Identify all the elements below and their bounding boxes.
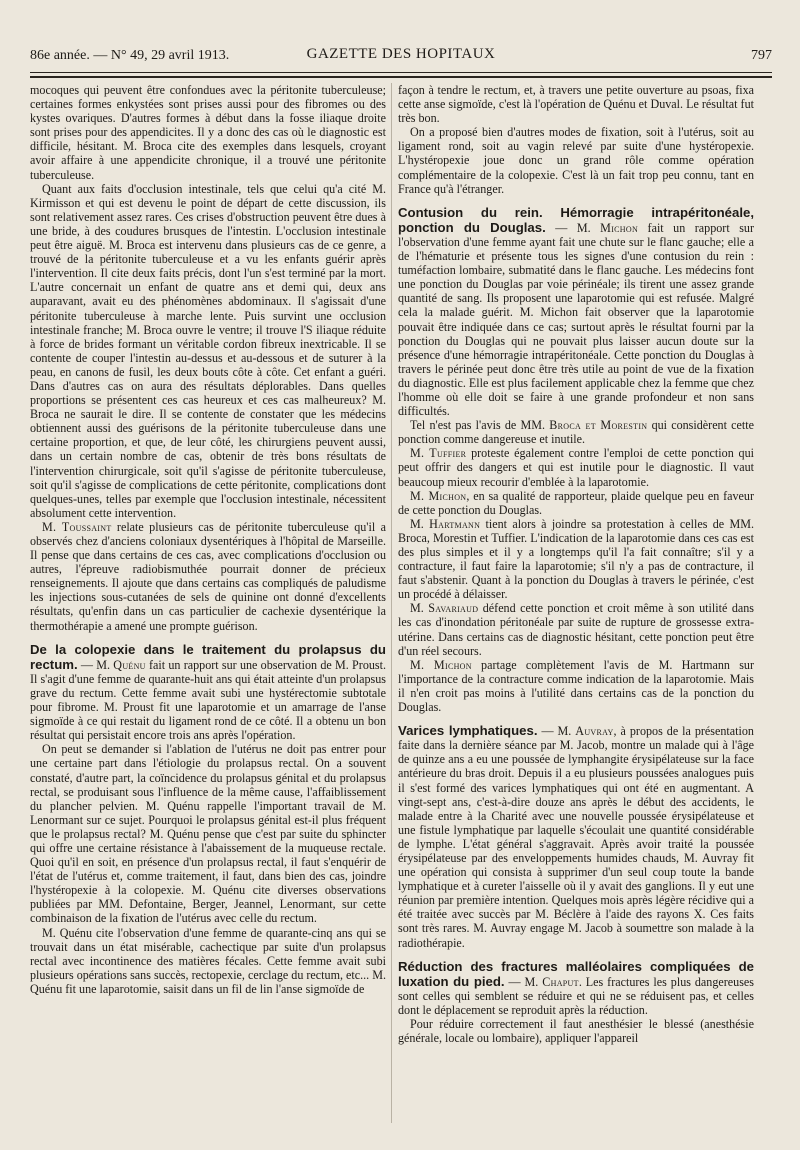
section-title: Varices lymphatiques. (398, 723, 538, 739)
paragraph-text: M. (410, 601, 429, 616)
right-column (398, 83, 754, 1123)
paragraph-text: proteste également contre l'emploi de cette ponction qui peut offrir des dangers et qui est inutile pour le diagnostic. Il vaut beaucoup mieux recourir d'emblée à la laparotomie. (398, 446, 754, 489)
paragraph: Pour réduire correctement il faut anesthésier le blessé (anesthésie générale, locale ou lombaire), appliquer l'appareil (398, 1017, 754, 1046)
paragraph (398, 489, 754, 517)
paragraph: façon à tendre le rectum, et, à travers une petite ouverture au psoas, fixa cette anse sigmoïde, c'est là l'opération de Quénu et Duval. Le résultat fut très bon. (398, 83, 754, 126)
section-title: De la colopexie dans le traitement du prolapsus du rectum. (30, 641, 386, 672)
header-rule-thin (30, 72, 772, 73)
paragraph-text: défend cette ponction et croit même à son utilité dans les cas d'inondation péritonéale par suite de rupture de grossesse extra-utérine. Dans certains cas de diagnostic hésitant, cette ponction peut être d'un réel secours. (398, 601, 754, 658)
author-name: M. Michon (410, 488, 467, 503)
dash: — M. (77, 657, 114, 672)
paragraph: On peut se demander si l'ablation de l'utérus ne doit pas entrer pour une certaine part dans l'étiologie du prolapsus rectal. On a souvent constaté, d'autre part, la coïncidence du prolapsus génital et du prolapsus rectal, se produisant sous l'influence de la même cause, l'affaiblissement du plancher pelvien. M. Quénu rappelle l'important travail de M. Lenormant sur ce sujet. Pourquoi le prolapsus génital est-il plus fréquent que le prolapsus rectal? M. Quénu pense que c'est par suite du sphincter qui offre une certaine résistance à l'abaissement de la muqueuse rectale. Quoi qu'il en soit, en présence d'un prolapsus rectal, il faut s'enquérir de l'état de l'utérus et, comme traitement, il faut, dans bien des cas, joindre l'hystéropexie à la colopexie. M. Quénu cite diverses observations publiées par MM. Defontaine, Berger, Jeannel, Lenormant, sur cette combinaison de la fixation de l'utérus avec celle du rectum. (30, 742, 386, 926)
paragraph-text: fait un rapport sur une observation de M. Proust. Il s'agit d'une femme de quarante-huit ans qui était atteinte d'un prolapsus grave du rectum. Cette femme avait subi une hystérectomie subtotale pour fibrome. M. Proust fit une laparotomie et un amarrage de l'anse sigmoïde à ce qui restait du ligament rond de ce côté. Il a obtenu un bon résultat qui persistait encore trois ans après l'opération. (30, 657, 386, 743)
paragraph (398, 658, 754, 714)
dash: — M. (504, 974, 543, 989)
paragraph-text: relate plusieurs cas de péritonite tuberculeuse qu'il a observés chez d'anciens coloniaux dysentériques à l'hôpital de Marseille. Il pense que dans certains de ces cas, avec complications d'occlusion ou autres, l'épreuve radiobismuthée pourrait donner de précieux renseignements. Il ajoute que dans certains cas compliqués de paludisme les injections sous-cutanées de sels de quinine ont donné d'excellents résultats, qu'enfin dans un cas particulier de cachexie dysentérique la thermothérapie a amené une prompte guérison. (30, 519, 386, 633)
section-contusion-rein (398, 205, 754, 418)
left-column (30, 83, 386, 1123)
author-name: Hartmann (429, 516, 481, 531)
paragraph-text: Tel n'est pas l'avis de MM. (410, 418, 550, 433)
column-divider (391, 83, 392, 1123)
paragraph: mocoques qui peuvent être confondues avec la péritonite tuberculeuse; certaines formes enkystées sont prises aussi pour des fibromes ou des kystes ovariques. D'autres formes à début dans la fosse iliaque droite sont prises pour des appendicites. Il y a donc des cas où le diagnostic est difficile, hésitant. M. Broca cite des exemples dans lesquels, croyant avoir affaire à une appendicite chronique, il a trouvé une péritonite tuberculeuse. (30, 83, 386, 182)
paragraph: Quant aux faits d'occlusion intestinale, tels que celui qu'a cité M. Kirmisson et qui est devenu le point de départ de cette discussion, ils sont relativement assez rares. Ces crises d'obstruction peuvent être dues à une bride, à des coudures brusques de l'intestin. L'occlusion intestinale peut être aiguë. M. Broca est intervenu dans plusieurs cas de ce genre, a trouvé de la péritonite tuberculeuse et a vu les enfants guérir après l'intervention. Il cite deux faits précis, dont l'un s'est terminé par la mort. L'autre concernait un enfant de quatre ans et demi qui, deux ans auparavant, avait eu des phénomènes abdominaux. Il s'agissait d'une péritonite tuberculeuse à marche lente. Puis survint une occlusion intestinale franche; M. Broca ouvre le ventre; il trouve l'S iliaque réduite à force de brides formant un véritable cordon fibreux inextricable. Il se contente de couper l'intestin au-dessus et au-dessous et de suturer à la peau, en canons de fusil, les deux bouts côte à côte. Cet enfant a guéri. Dans d'autres cas on aura des résultats déplorables. Dans quelles proportions se présentent ces cas heureux et ces cas malheureux? M. Broca ne saurait le dire. Il se contente de constater que les médecins obtiennent aussi des guérisons de la péritonite tuberculeuse dans une certaine proportion, et que, de leur côté, les chirurgiens peuvent aussi, dans un certain nombre de cas, obtenir de très bons résultats de l'intervention chirurgicale, soit qu'il s'agisse de péritonite tuberculeuse, soit qu'il s'agisse de complications de cette péritonite, complications dont quelques-unes, telles par exemple que l'occlusion intestinale, nécessitent absolument cette intervention. (30, 181, 386, 520)
page-number: 797 (751, 48, 772, 63)
author-name: Auvray (575, 724, 614, 739)
dash: — M. (545, 220, 601, 235)
paragraph (398, 517, 754, 602)
author-name: M. Tuffier (410, 446, 467, 461)
section-title: Contusion du rein. Hémorragie intrapéritonéale, ponction du Douglas. (398, 204, 754, 235)
paragraph (398, 601, 754, 657)
dash: — M. (537, 724, 576, 739)
page-header (30, 44, 772, 70)
paragraph: M. Quénu cite l'observation d'une femme de quarante-cinq ans qui se trouvait dans un état misérable, cachectique par suite d'un prolapsus rectal avec incontinence des matières fécales. Cette femme avait subi plusieurs opérations sans succès, rectopexie, cerclage du rectum, etc... M. Quénu fit une laparotomie, saisit dans un fil de lin l'anse sigmoïde de (30, 925, 386, 996)
paragraph-text: . Les fractures les plus dangereuses sont celles qui semblent se réduire et qui ne se réduisent pas, et celles dont le déplacement se reproduit après la réduction. (398, 974, 754, 1017)
paragraph (398, 418, 754, 446)
paragraph-text: M. (410, 516, 430, 531)
header-rule-thick (30, 76, 772, 78)
author-name: M. Michon (410, 657, 472, 672)
paragraph-text: , en sa qualité de rapporteur, plaide quelque peu en faveur de cette ponction du Douglas. (398, 488, 754, 517)
author-name: M. Toussaint (42, 519, 112, 534)
author-name: Chaput (542, 974, 579, 989)
paragraph (30, 520, 386, 633)
paragraph-text: , à propos de la présentation faite dans la dernière séance par M. Jacob, montre un malade qui à l'âge de quinze ans a eu une poussée de lymphangite érysipélateuse sur la face antérieure du bras droit. Depuis il a eu plusieurs poussées analogues puis il s'est formé des varices lymphatiques qui ont été en augmentant. A vingt-sept ans, c'est-à-dire douze ans après le début des accidents, le malade entre à la Charité avec une nouvelle poussée érysipélateuse et une fistule lymphatique par laquelle s'écoulait une quantité considérable de lymphe. L'état général s'aggravait. Après avoir traité la poussée érysipélateuse par des enveloppements humides chauds, M. Auvray fit une opération qui consista à supprimer d'un seul coup toute la bande lymphatique et à cureter l'aisselle où il y avait des ganglions. Il y eut une réunion par première intention. Quelques mois après légère récidive qui a été traitée avec succès par M. Béclère à l'aide des rayons X. Ces faits sont très rares. M. Auvray engage M. Jacob à soumettre son malade à la radiothérapie. (398, 724, 754, 950)
author-name: Broca et Morestin (549, 418, 648, 433)
paragraph-text: qui considèrent cette ponction comme dangereuse et inutile. (398, 418, 754, 447)
paragraph-text: tient alors à joindre sa protestation à celles de MM. Broca, Morestin et Tuffier. L'indication de la laparotomie dans ces cas est des plus simples et il y a longtemps qu'il l'a fait connaître; s'il y a contracture, il faut faire la laparotomie; s'il n'y a pas de contracture, il faut s'abstenir. Quant à la ponction du Douglas à travers le périnée, c'est un procédé à délaisser. (398, 516, 754, 602)
section-fractures (398, 959, 754, 1017)
section-varices (398, 723, 754, 950)
journal-title: GAZETTE DES HOPITAUX (306, 46, 496, 62)
paragraph-text: fait un rapport sur l'observation d'une femme ayant fait une chute sur le flanc gauche; elle a de l'hématurie et présente tous les signes d'une contusion du rein : tuméfaction lombaire, submatité dans le flanc gauche. Les médecins font une ponction du Douglas par voie périnéale; ils tirent une assez grande quantité de sang. Ils proposent une laparotomie qui est refusée. Malgré cela la malade guérit. M. Michon fait observer que la laparotomie pouvait être indiquée dans ce cas; surtout après le résultat fourni par la ponction du Douglas qui ne pouvait plus laisser aucun doute sur la présence d'une hémorragie intrapéritonéale. Cette ponction du Douglas à travers le périnée peut donc être très utile au point de vue de la fixation du diagnostic. Elle est plus facilement applicable chez la femme que chez l'homme où elle doit se faire à une grande profondeur et non sans difficultés. (398, 220, 754, 419)
paragraph (398, 446, 754, 488)
section-title: Réduction des fractures malléolaires compliquées de luxation du pied. (398, 958, 754, 989)
section-colopexie (30, 642, 386, 743)
issue-info: 86e année. — N° 49, 29 avril 1913. (30, 48, 230, 63)
author-name: Michon (600, 220, 639, 235)
author-name: Quénu (113, 657, 146, 672)
paragraph: On a proposé bien d'autres modes de fixation, soit à l'utérus, soit au ligament rond, soit au vagin relevé par suite d'une hystéropexie. L'hystéropexie joue donc un grand rôle comme opération complémentaire de la colopexie. C'est là un fait trop peu connu, tant en France qu'à l'étranger. (398, 125, 754, 196)
paragraph-text: partage complètement l'avis de M. Hartmann sur l'importance de la contracture comme indication de la laparotomie. Mais il n'en croit pas moins à l'utilité dans certains cas de la ponction du Douglas. (398, 657, 754, 715)
author-name: Savariaud (428, 601, 479, 616)
